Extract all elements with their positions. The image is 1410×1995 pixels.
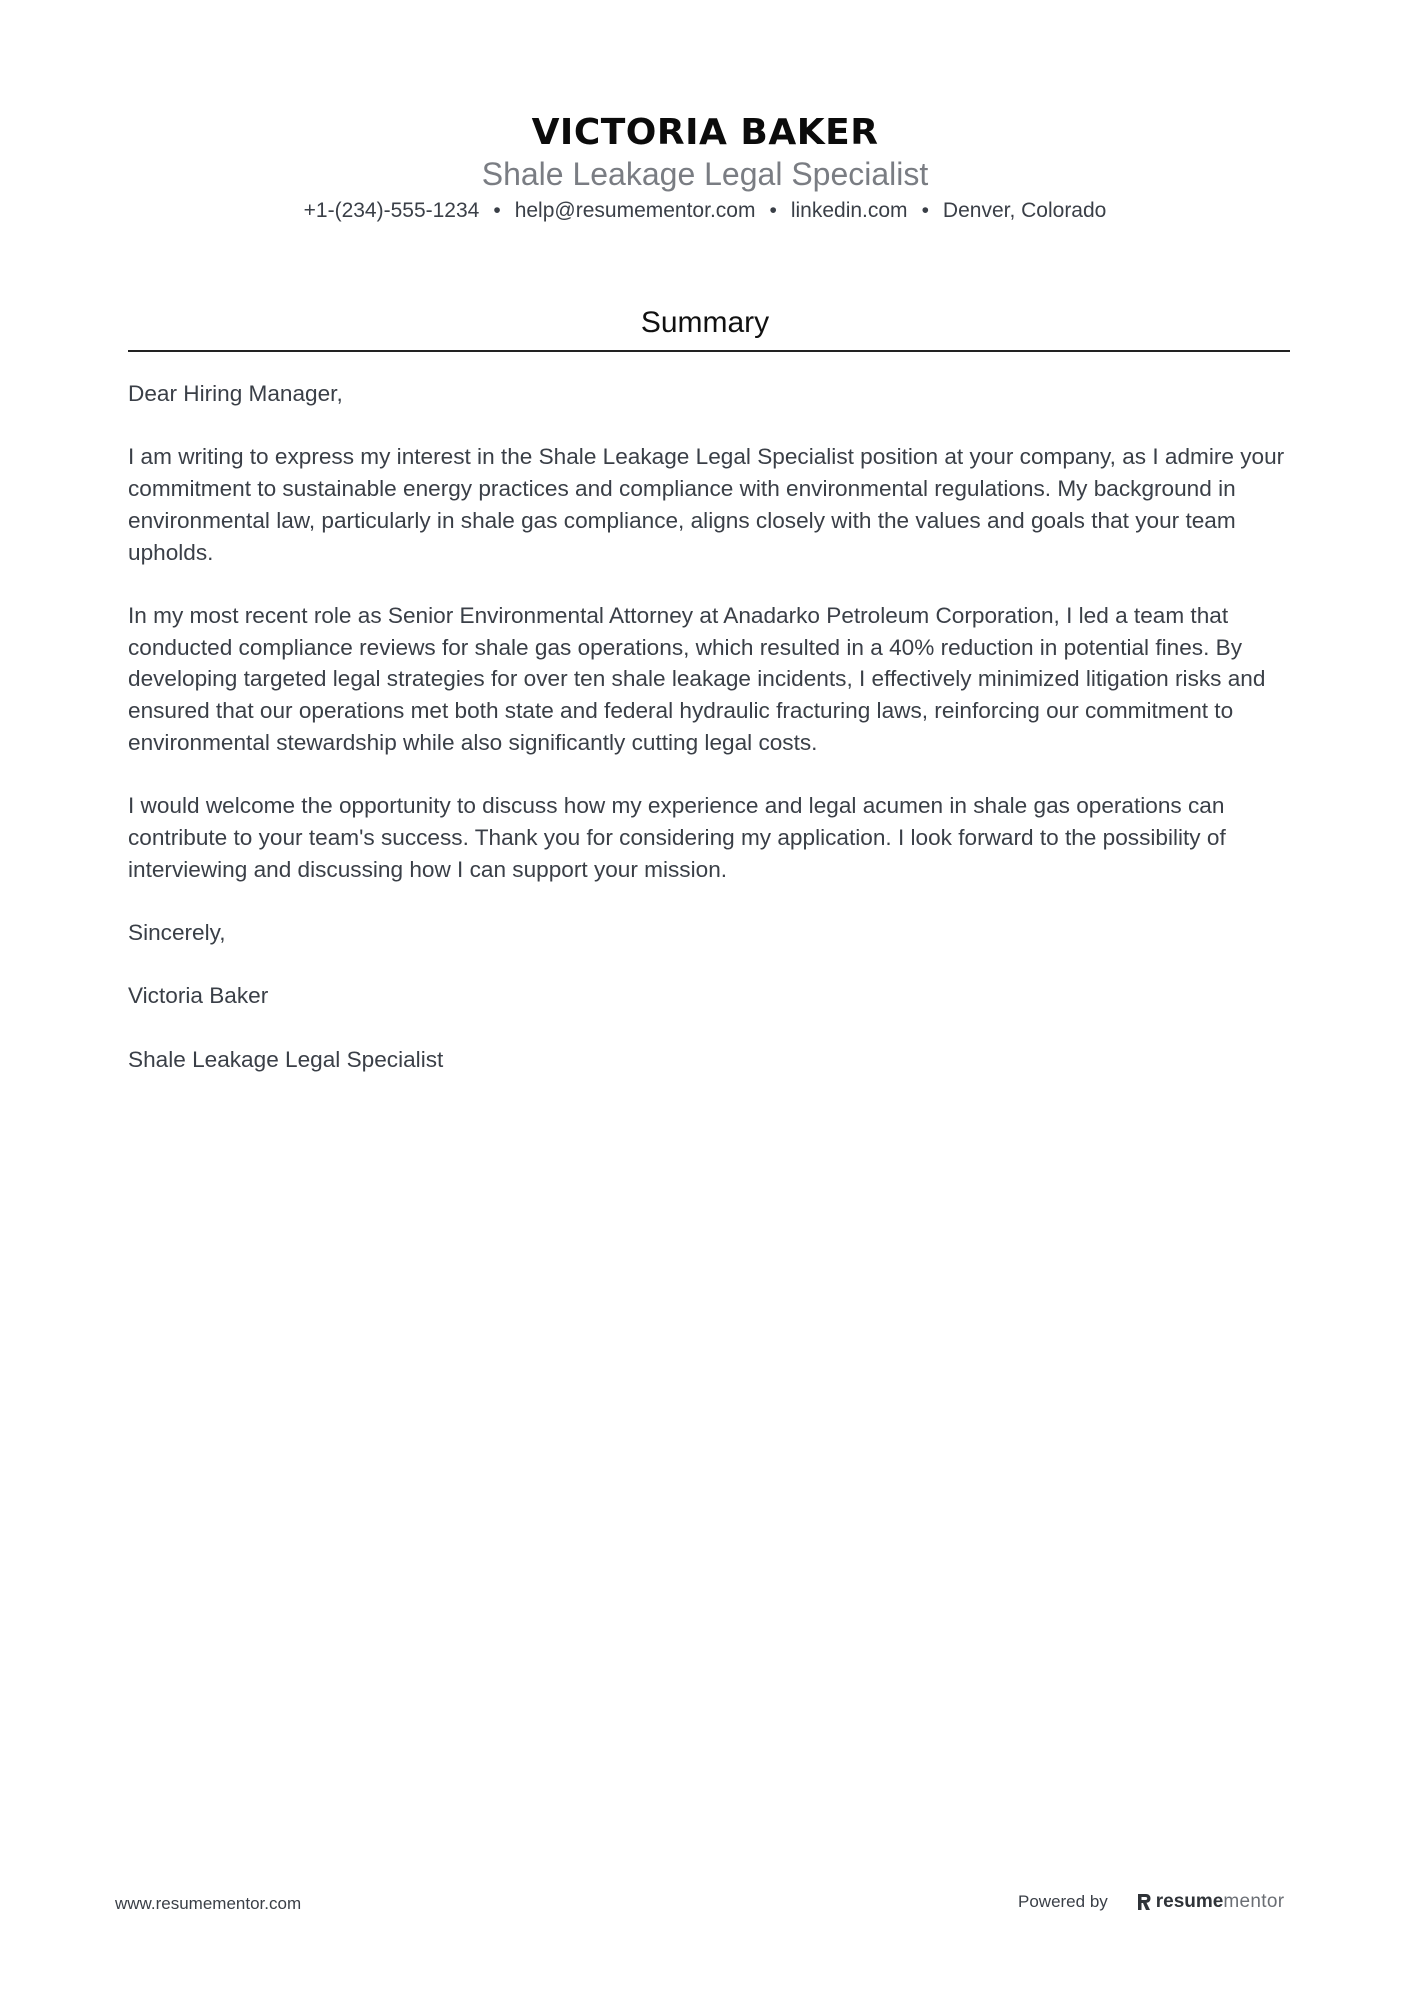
job-title: Shale Leakage Legal Specialist: [481, 156, 929, 192]
contact-separator: •: [769, 199, 777, 222]
logo-text-primary: resume: [1155, 1891, 1224, 1912]
signature-title: Shale Leakage Legal Specialist: [128, 1046, 444, 1072]
logo-text-secondary: mentor: [1223, 1891, 1285, 1912]
resume-header: [0, 112, 1410, 224]
footer-website-link[interactable]: www.resumementor.com: [115, 1894, 302, 1913]
letter-paragraph: I would welcome the opportunity to discuss how my experience and legal acumen in shale gas operations can contribute to your team's success. Thank you for considering my application. I look forward to the possibility of interviewing and discussing how I can support your mission.: [128, 793, 1226, 882]
footer-branding: [1018, 1890, 1284, 1914]
contact-linkedin[interactable]: linkedin.com: [790, 199, 908, 222]
letter-paragraph: I am writing to express my interest in the Shale Leakage Legal Specialist position at your company, as I admire your commitment to sustainable energy practices and compliance with environmental regulations. My background in environmental law, particularly in shale gas compliance, aligns closely with the values and goals that your team upholds.: [128, 444, 1285, 565]
contact-phone: +1-(234)-555-1234: [303, 199, 480, 222]
cover-letter-body: [128, 378, 1290, 1107]
section-title-summary: Summary: [640, 306, 770, 339]
letter-paragraph: In my most recent role as Senior Environmental Attorney at Anadarko Petroleum Corporation, I led a team that conducted compliance reviews for shale gas operations, which resulted in a 40% reduction in potential fines. By developing targeted legal strategies for over ten shale leakage incidents, I effectively minimized litigation risks and ensured that our operations met both state and federal hydraulic fracturing laws, reinforcing our commitment to environmental stewardship while also significantly cutting legal costs.: [128, 602, 1266, 755]
contact-line: [0, 198, 1410, 224]
resumementor-logo-icon: [1136, 1892, 1152, 1912]
contact-separator: •: [921, 199, 929, 222]
letter-closing: Sincerely,: [128, 919, 226, 945]
letter-greeting: Dear Hiring Manager,: [128, 381, 343, 406]
candidate-name: VICTORIA BAKER: [531, 112, 879, 153]
section-divider: [128, 350, 1290, 352]
resumementor-logo[interactable]: [1136, 1891, 1285, 1913]
contact-separator: •: [493, 199, 501, 222]
contact-email[interactable]: help@resumementor.com: [514, 199, 756, 222]
contact-location: Denver, Colorado: [942, 199, 1107, 222]
powered-by-label: Powered by: [1018, 1892, 1108, 1911]
signature-name: Victoria Baker: [128, 983, 269, 1009]
